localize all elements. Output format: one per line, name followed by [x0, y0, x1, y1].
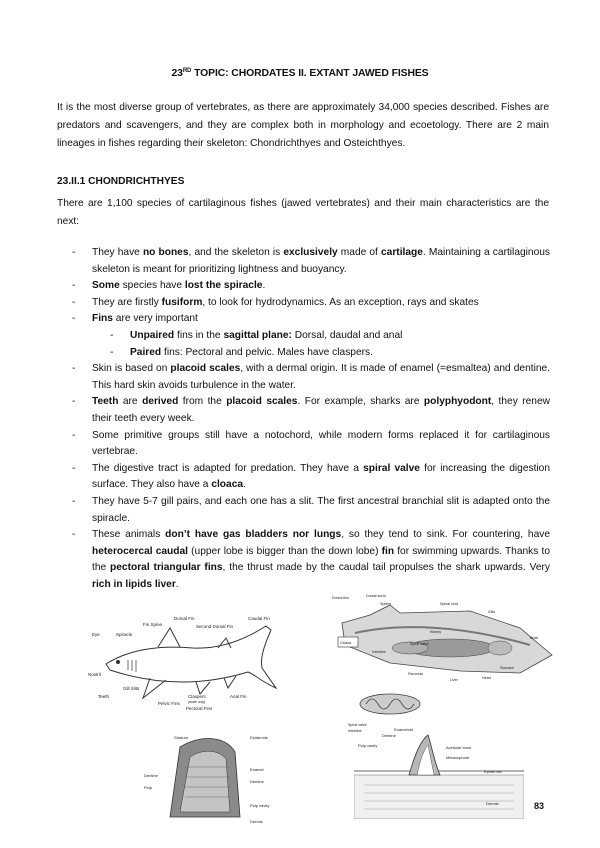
figure-label: Spiral valve	[348, 723, 367, 727]
figure-label: Eye	[92, 632, 100, 637]
list-item: - They are firstly fusiform, to look for hydrodynamics. As an exception, rays and skates	[72, 296, 479, 308]
figure-label: Pulp	[144, 785, 153, 790]
shark-external-anatomy-figure	[88, 612, 313, 712]
figure-label: (male only)	[188, 700, 206, 704]
page-title: 23RD TOPIC: CHORDATES II. EXTANT JAWED FISHES	[171, 68, 429, 79]
figure-label: Anal Fin	[230, 694, 247, 699]
figure-label: Dorsal Fin	[174, 616, 195, 621]
figure-label: Pulp cavity	[358, 743, 378, 748]
figure-label: Enamel	[250, 767, 264, 772]
figure-label: Brain	[530, 636, 539, 640]
list-item: - Some species have lost the spiracle.	[72, 280, 266, 292]
section-heading: 23.II.1 CHONDRICHTHYES	[57, 176, 185, 187]
figure-label: Dentine	[250, 779, 264, 784]
figure-label: Enameloid	[394, 727, 413, 732]
figure-label: Spiral valve	[410, 642, 429, 646]
list-item: - Teeth are derived from the placoid scales. For example, sharks are polyphyodont, they renew their teeth every week.	[72, 396, 551, 424]
figure-label: Caudal Fin	[248, 616, 270, 621]
figure-label: Dentine	[382, 733, 396, 738]
list-item: - These animals don’t have gas bladders nor lungs, so they tend to sink. For countering, have heterocercal caudal (upper lobe is bigger than the down lobe) fin for swimming upwards. Thanks to the pectoral triangular fins, the thrust made by the caudal tail propulses the shark upwards. Very rich in lipids liver.	[72, 529, 551, 590]
figure-label: Dermis	[486, 801, 499, 806]
figure-label: Acellular bone	[446, 745, 472, 750]
figure-label: Pancreas	[408, 672, 424, 676]
figure-label: Kidney	[430, 630, 441, 634]
figure-label: Dermis	[250, 819, 263, 824]
figure-label: Gills	[488, 610, 495, 614]
figure-label: Liver	[450, 678, 458, 682]
figure-label: Second Dorsal Fin	[196, 624, 234, 629]
figure-label: Dorsal fins	[332, 596, 349, 600]
figure-label: Stomach	[500, 666, 515, 670]
list-item: - Skin is based on placoid scales, with a dermal origin. It is made of enamel (=esmaltea) and dentine. This hard skin avoids turbulence in the water.	[72, 363, 550, 391]
list-item: - The digestive tract is adapted for predation. They have a spiral valve for increasing the digestion surface. They also have a cloaca.	[72, 462, 550, 491]
list-subitem: - Paired fins: Pectoral and pelvic. Males have claspers.	[110, 346, 373, 358]
page-number: 83	[534, 801, 545, 811]
figure-label: Spiracle	[116, 632, 133, 637]
placoid-scale-section-figure	[354, 727, 524, 819]
figure-label: Nostril	[88, 672, 101, 677]
figure-label: Epidermis	[484, 769, 502, 774]
figure-label: Spinal cord	[440, 602, 458, 606]
figure-label: Heart	[482, 676, 491, 680]
shark-internal-anatomy-figure	[330, 593, 555, 688]
characteristics-list	[72, 245, 550, 593]
figure-label: Intestine	[348, 729, 362, 733]
section-intro-paragraph: There are 1,100 species of cartilaginous fishes (jawed vertebrates) and their main characteristics are the next:	[57, 198, 549, 227]
figure-label: Epidermis	[250, 735, 268, 740]
figure-label: Stratum	[174, 735, 189, 740]
list-subitem: - Unpaired fins in the sagittal plane: Dorsal, daudal and anal	[110, 329, 403, 341]
list-item: - They have 5-7 gill pairs, and each one has a slit. The first ancestral branchial slit is adapted onto the spiracle.	[72, 495, 550, 524]
list-item: - They have no bones, and the skeleton is exclusively made of cartilage. Maintaining a cartilaginous skeleton is meant for prioritizing lightness and buoyancy.	[72, 247, 551, 275]
list-item: - Fins are very important	[72, 313, 198, 325]
figure-label: Intestine	[372, 650, 386, 654]
figure-label: Pectoral Fins	[186, 706, 213, 711]
figure-label: Pulp cavity	[250, 803, 270, 808]
figure-label: Melanophore	[446, 755, 470, 760]
figure-label: Gill Slits	[123, 686, 140, 691]
figure-label: Spleen	[380, 602, 392, 606]
figure-label: Cloaca	[340, 641, 352, 645]
list-item: - Some primitive groups still have a notochord, while modern forms replaced it for cartilaginous vertebrae.	[72, 429, 550, 458]
figure-label: Pelvic Fins	[158, 701, 180, 706]
figure-label: Claspers	[188, 694, 206, 699]
figure-label: Dorsal aorta	[366, 594, 386, 598]
placoid-tooth-section-figure	[140, 727, 320, 830]
figure-label: Fin Spine	[143, 622, 163, 627]
figure-label: Teeth	[98, 694, 110, 699]
intro-paragraph: It is the most diverse group of vertebrates, as there are approximately 34,000 species described. Fishes are predators and scavengers, and they are complex both in morphology and ecoetology. There are 2 main lineages in fishes regarding their skeleton: Chondrichthyes and Osteichthyes.	[57, 102, 549, 150]
figure-label: Dentine	[144, 773, 158, 778]
